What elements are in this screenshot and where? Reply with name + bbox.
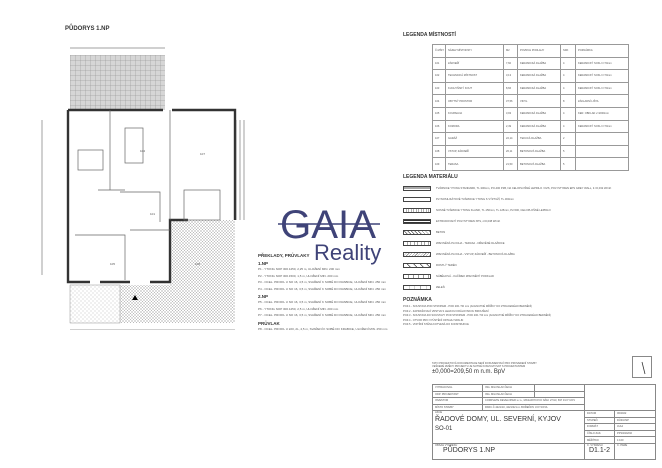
table-cell: 108 bbox=[433, 145, 446, 158]
table-cell: BETONOVÁ DLAŽBA bbox=[518, 145, 561, 158]
table-cell: 105 bbox=[433, 107, 446, 120]
material-item bbox=[403, 282, 633, 293]
table-cell: TECHNICKÁ MÍSTNOST bbox=[446, 70, 504, 83]
table-cell: OBYTNÝ PROSTOR bbox=[446, 95, 504, 108]
table-cell: ZÁKLADNÍ LIŠTA bbox=[576, 95, 629, 108]
table-cell: ZÁDVEŘÍ bbox=[446, 57, 504, 70]
elevation-datum: ±0,000=209,50 m n.m. BpV bbox=[432, 369, 506, 375]
material-label: ROSTLÝ TERÉN bbox=[436, 264, 457, 267]
table-cell: 3,13 bbox=[504, 70, 518, 83]
table-row bbox=[433, 133, 629, 146]
group-title: 1.NP bbox=[258, 261, 269, 266]
table-row bbox=[433, 70, 629, 83]
material-swatch bbox=[403, 252, 431, 257]
room-label: 108 bbox=[195, 262, 201, 266]
material-item bbox=[403, 205, 633, 216]
table-cell: KOMORA bbox=[446, 120, 504, 133]
material-label: ZPEVNĚNÁ PLOCHA - VSTUP, ZÁDVEŘÍ - BETONOVÁ DLAŽBA bbox=[436, 253, 515, 256]
table-cell: 4 bbox=[561, 82, 576, 95]
table-cell: 109 bbox=[433, 158, 446, 171]
room-label: 101 bbox=[150, 212, 156, 216]
table-row bbox=[433, 145, 629, 158]
table-cell: 3,93 bbox=[504, 107, 518, 120]
driveway-paving bbox=[170, 220, 235, 285]
material-item bbox=[403, 194, 633, 205]
drawing-number: D1.1-2 bbox=[588, 447, 610, 454]
material-swatch bbox=[403, 241, 431, 246]
table-cell: 2 bbox=[561, 133, 576, 146]
room-label: 105 bbox=[110, 262, 116, 266]
table-row bbox=[433, 120, 629, 133]
title-block-cell: VYPRACOVAL bbox=[433, 385, 483, 392]
lintel-item: P3 - OCEL. PROFIL U NO 16, 4,5 m, SVAŘENÍ K SOBĚ DO KRABICE, ULOŽENÍ MIN. 250 mm bbox=[258, 280, 387, 284]
so-number: SO-01 bbox=[435, 426, 453, 432]
terrace bbox=[70, 55, 165, 110]
material-swatch bbox=[403, 219, 431, 224]
title-block-cell: PARC.Č.4221/10, 4221/32 k.ú. BOŘEŇOV U KYJOVA bbox=[483, 404, 585, 411]
room-label: 107 bbox=[200, 152, 206, 156]
table-cell: 4 bbox=[561, 57, 576, 70]
note-item: POZ.1 - SOUSTAVA POD STROPEM - POD 200 / 50 mm (ACHNUTNÉ MŘÍŽKY DO ZTRACENÉHO BEDNĚNÍ) bbox=[403, 305, 532, 308]
material-item bbox=[403, 238, 633, 249]
north-arrow-icon bbox=[632, 356, 652, 378]
note-item: POZ.2 - ZAPRAŠOVACÍ VRSTVA S LEHKOU KRÁLOVSKOU BROUŠENÍ bbox=[403, 309, 489, 313]
disclaimer bbox=[432, 362, 537, 375]
table-cell: 5 bbox=[561, 158, 576, 171]
material-swatch bbox=[403, 263, 431, 268]
drawing-content: PŮDORYS 1.NP bbox=[443, 447, 495, 454]
table-row bbox=[433, 158, 629, 171]
column-header: NÁZEV MÍSTNOSTI bbox=[446, 45, 504, 58]
group-title: PRŮVLAK bbox=[258, 320, 280, 326]
table-cell: VINYL bbox=[518, 95, 561, 108]
table-cell: KERAMICKÝ SOKL h=70mm bbox=[576, 70, 629, 83]
table-cell: 22,14 bbox=[504, 133, 518, 146]
title-block-cell: Č. VÝKRESU D1.1-2 bbox=[585, 444, 615, 460]
material-label: NÁBĚHOVÁ - KAČÍREK ZPEVNĚNÝ PODKLAD bbox=[436, 275, 494, 278]
title-block-cell: DATUM bbox=[585, 411, 615, 418]
rooms-legend-title: LEGENDA MÍSTNOSTÍ bbox=[403, 32, 456, 38]
note-item: POZ.4 - OTVOR PRO VYÚSTĚNÍ ODTAHU SPALIN bbox=[403, 318, 464, 322]
title-block-cell: PP3/2022/02 bbox=[615, 430, 656, 437]
table-cell: 4 bbox=[561, 107, 576, 120]
lintel-item: P2 - YTONG NOP 300.1500, 1,5 m, ULOŽENÍ MIN. 200 mm bbox=[258, 273, 339, 278]
title-block-cell: ING. MILOSLAV ČECH bbox=[483, 385, 535, 392]
table-cell: 37,56 bbox=[504, 95, 518, 108]
note-item: POZ.5 - VNITŘNÍ STĚNA KOTVENÁ DO KONSTRUKCE bbox=[403, 323, 469, 327]
material-item bbox=[403, 227, 633, 238]
table-row bbox=[433, 57, 629, 70]
table-cell: 102 bbox=[433, 70, 446, 83]
table-cell: VSTUP, ZÁDVEŘÍ bbox=[446, 145, 504, 158]
table-cell: BETONOVÁ DLAŽBA bbox=[518, 158, 561, 171]
floor-plan-drawing bbox=[30, 40, 260, 330]
column-header: SDK bbox=[561, 45, 576, 58]
title-block-cell: ČÍSLO ZAK. bbox=[585, 430, 615, 437]
table-cell: 8,66 bbox=[504, 82, 518, 95]
table-cell: 101 bbox=[433, 57, 446, 70]
column-header: POZNÁMKA bbox=[576, 45, 629, 58]
lintel-item: P6 - YTONG NOP 300.1250, 2,5 m, ULOŽENÍ MIN. 200 mm bbox=[258, 306, 339, 311]
table-cell: KERAMICKÁ DLAŽBA bbox=[518, 70, 561, 83]
logo-reality: Reality bbox=[314, 240, 382, 265]
lintel-item: P7 - OCEL. PROFIL U NO 16, 3,5 m, SVAŘENÍ K SOBĚ DO KRABICE, ULOŽENÍ MIN. 250 mm bbox=[258, 313, 387, 317]
material-label: PLYNOSILIKÁTOVÉ TVÁRNICE YTONG S VÝZTUŽÍ, TL.300mm bbox=[436, 198, 514, 201]
table-cell: 107 bbox=[433, 133, 446, 146]
material-label: ZELEŇ bbox=[436, 286, 445, 289]
table-row bbox=[433, 107, 629, 120]
table-row bbox=[433, 95, 629, 108]
table-cell: KERAMICKÝ SOKL h=70mm bbox=[576, 82, 629, 95]
table-cell: KERAMICKÁ DLAŽBA bbox=[518, 57, 561, 70]
title-block-cell: MĚŘÍTKO bbox=[585, 437, 615, 444]
rooms-table bbox=[432, 44, 629, 171]
material-label: ZPEVNĚNÁ PLOCHA - TERASA - DŘEVĚNÉ DLAŽDICE bbox=[436, 242, 505, 245]
lintels-title: PŘEKLADY, PRŮVLAKY bbox=[258, 253, 310, 258]
material-item bbox=[403, 249, 633, 260]
material-label: TVÁRNICE YTONG STANDARD, TL.300mm, PO-400 P2B, NA CELOPLOŠNÉ LEPIDLO / KZS, POLYSTYREN EPS GREY WALL, tl.=0,032 W/mK bbox=[436, 187, 612, 190]
room-label: 104 bbox=[140, 149, 146, 153]
entrance-paving bbox=[120, 285, 235, 323]
material-swatch bbox=[403, 230, 431, 235]
material-swatch bbox=[403, 186, 431, 191]
materials-legend bbox=[403, 174, 633, 328]
table-cell: KERAMICKÁ DLAŽBA bbox=[518, 82, 561, 95]
akce-label: AKCE bbox=[435, 411, 443, 414]
table-cell bbox=[576, 158, 629, 171]
logo-gaia: GAIA bbox=[280, 203, 377, 247]
table-cell: 4 bbox=[561, 70, 576, 83]
table-cell: GARÁŽ bbox=[446, 133, 504, 146]
title-block-cell bbox=[433, 411, 585, 444]
table-cell: KERAMICKÝ SOKL h=70mm bbox=[576, 57, 629, 70]
title-block-cell bbox=[585, 385, 656, 411]
table-cell: KUCHYŇSKÝ KOUT bbox=[446, 82, 504, 95]
material-swatch bbox=[403, 274, 431, 279]
material-label: NOSNÉ TVÁRNICE YTONG KLASIK, TL.150mm, TL.125mm, P2-500, CELOPLOŠNÉ LEPIDLO bbox=[436, 209, 551, 212]
table-cell: 8 bbox=[561, 95, 576, 108]
title-block-cell: COMPLETE DEVELOPER s.r.o., MASARYKOVO NÁM. 27/13, 697 01 KYJOV bbox=[483, 398, 585, 405]
table-cell: 4 bbox=[561, 120, 576, 133]
title-block-cell: FORMÁT bbox=[585, 424, 615, 431]
note-item: POZ.3 - SOUSTAVA DO SOUSTAVY POD STROPEM - POD 200 / 50 mm (ACHNUTNÉ MŘÍŽKY DO ZTRACENÉHO BEDNĚNÍ) bbox=[403, 314, 551, 318]
title-block-cell: INVESTOR bbox=[433, 398, 483, 405]
lintel-item: P8 - OCEL. PROFIL U 220, 2L, 4,5 m, SVAŘENÍ K SOBĚ DO KRABICE, ULOŽENÍ MIN. 250 mm bbox=[258, 326, 388, 331]
table-cell: 104 bbox=[433, 95, 446, 108]
disclaimer-line: VEŠKERÉ ZMĚNY PROJEKTU JE NUTNÉ KONZULTOVAT S PROJEKTANTEM bbox=[432, 365, 526, 368]
lintels-section bbox=[258, 253, 403, 332]
table-cell: 7,60 bbox=[504, 57, 518, 70]
table-cell: KERAMICKÁ DLAŽBA bbox=[518, 120, 561, 133]
title-block-cell: 1:100 bbox=[615, 437, 656, 444]
title-block-cell: 06/2022 bbox=[615, 411, 656, 418]
title-block-cell: 3xA4 bbox=[615, 424, 656, 431]
content-label: OBSAH VÝKRESU bbox=[435, 444, 458, 447]
title-block-cell: ODP. PROJEKTANT bbox=[433, 391, 483, 398]
table-cell: 5 bbox=[561, 145, 576, 158]
lintel-item: P1 - YTONG NOP 300.1250, 2,25 m, ULOŽENÍ MIN. 200 mm bbox=[258, 267, 340, 271]
material-swatch bbox=[403, 285, 431, 290]
material-item bbox=[403, 271, 633, 282]
table-cell: TEKUCÁ DLAŽBA bbox=[518, 133, 561, 146]
materials-title: LEGENDA MATERIÁLU bbox=[403, 174, 458, 180]
table-cell: TERASA bbox=[446, 158, 504, 171]
table-cell: 26,11 bbox=[504, 145, 518, 158]
material-label: EXTRUDOVANÝ POLYSTYREN XPS, λ=0,038 W/mK bbox=[436, 220, 501, 223]
title-block-cell bbox=[433, 444, 585, 460]
material-label: BETON bbox=[436, 231, 446, 234]
title-block-cell: MÍSTO STAVBY bbox=[433, 404, 483, 411]
plan-title: PŮDORYS 1.NP bbox=[65, 26, 110, 32]
material-item bbox=[403, 216, 633, 227]
table-cell: 2,49 bbox=[504, 120, 518, 133]
material-swatch bbox=[403, 197, 431, 202]
title-block-cell: DÚR-DSP bbox=[615, 417, 656, 424]
front-paving bbox=[70, 285, 120, 323]
disclaimer-line: TATO PROJEKTOVÁ DOKUMENTACE NENÍ DOKUMENTACÍ PRO PROVEDENÍ STAVBY bbox=[432, 362, 537, 365]
notes-title: POZNÁMKA bbox=[403, 297, 432, 303]
table-cell: KERAMICKÝ SOKL h=70mm bbox=[576, 120, 629, 133]
column-header: M2 bbox=[504, 45, 518, 58]
table-row bbox=[433, 82, 629, 95]
lintel-item: P4 - OCEL. PROFIL U NO 16, 3,5 m, SVAŘENÍ K SOBĚ DO KRABICE, ULOŽENÍ MIN. 250 mm bbox=[258, 286, 387, 291]
table-cell bbox=[576, 133, 629, 146]
group-title: 2.NP bbox=[258, 294, 269, 299]
project-name: ŘADOVÉ DOMY, UL. SEVERNÍ, KYJOV bbox=[435, 416, 561, 423]
table-cell: KER. OBKLAD v=2000mm bbox=[576, 107, 629, 120]
column-header: POVRCH PODLAHY bbox=[518, 45, 561, 58]
material-swatch bbox=[403, 208, 431, 213]
title-block-cell: Č. PARÉ bbox=[615, 444, 656, 460]
table-cell: KERAMICKÁ DLAŽBA bbox=[518, 107, 561, 120]
title-block-cell: STUPEŇ bbox=[585, 417, 615, 424]
lintel-item: P5 - OCEL. PROFIL U NO 16, 3,5 m, SVAŘENÍ K SOBĚ DO KRABICE, ULOŽENÍ MIN. 250 mm bbox=[258, 300, 387, 304]
title-block-cell: ING. MILOSLAV ČECH bbox=[483, 391, 535, 398]
table-cell: KOUPELNA bbox=[446, 107, 504, 120]
table-header-row bbox=[433, 45, 629, 58]
table-cell: 103 bbox=[433, 82, 446, 95]
material-item bbox=[403, 260, 633, 271]
table-cell: 106 bbox=[433, 120, 446, 133]
material-item bbox=[403, 183, 633, 194]
table-cell bbox=[576, 145, 629, 158]
column-header: Č.MÍST. bbox=[433, 45, 446, 58]
table-cell: 21,50 bbox=[504, 158, 518, 171]
title-block bbox=[432, 384, 656, 460]
